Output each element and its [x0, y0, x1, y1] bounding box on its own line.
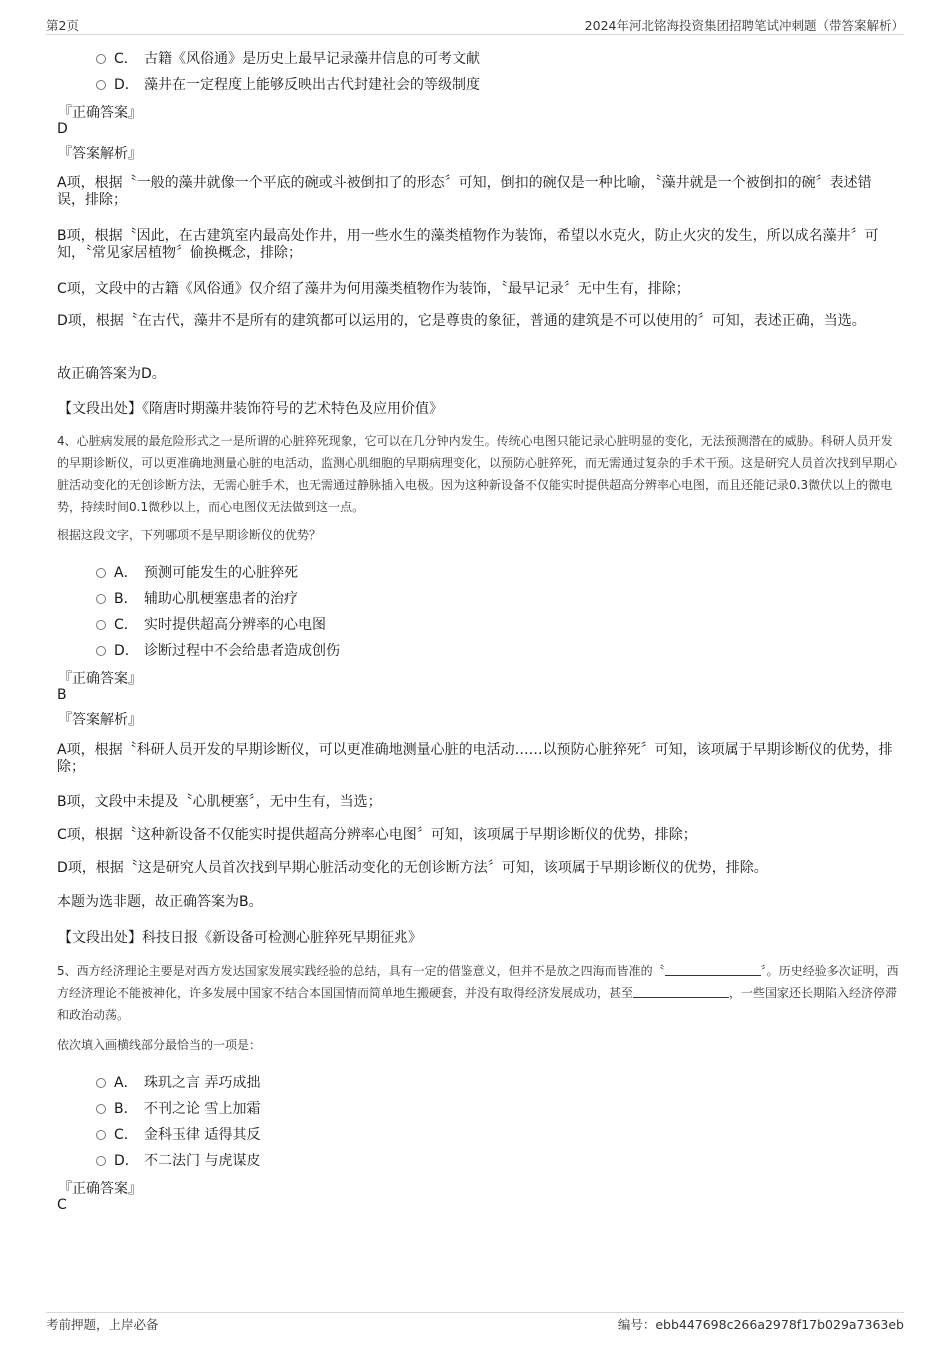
blank-2 — [633, 984, 729, 998]
q3-answer-label: 『正确答案』 — [58, 105, 142, 121]
footer-slogan: 考前押题，上岸必备 — [46, 1317, 159, 1332]
q4-conclusion: 本题为选非题，故正确答案为B。 — [57, 894, 263, 910]
radio-icon[interactable] — [96, 594, 106, 604]
q3-analysis-b: B项，根据〝因此，在古建筑室内最高处作井，用一些水生的藻类植物作为装饰，希望以水克火，防止火灾的发生，所以成名藻井〞可知，〝常见家居植物〞偷换概念，排除； — [57, 228, 879, 261]
q4-answer: B — [57, 687, 67, 703]
q5-stem: 5、西方经济理论主要是对西方发达国家发展实践经验的总结，具有一定的借鉴意义，但并不是放之四海而皆准的〝 〞。历史经验多次证明，西方经济理论不能被神化，许多发展中国家不结合本国国情而简单地生搬硬套，并没有取得经济发展成功，甚至 ，一些国家还长期陷入经济停滞和政治动荡。 — [57, 964, 899, 1022]
q3-conclusion: 故正确答案为D。 — [57, 366, 166, 382]
page-header — [46, 16, 904, 35]
radio-icon[interactable] — [96, 1078, 106, 1088]
document-id: 编号：ebb447698c266a2978f17b029a7363eb — [617, 1317, 904, 1332]
q4-option-a[interactable]: A． 预测可能发生的心脏猝死 — [96, 562, 298, 582]
q3-answer: D — [57, 121, 68, 137]
q3-analysis-c: C项，文段中的古籍《风俗通》仅介绍了藻井为何用藻类植物作为装饰，〝最早记录〞无中生有，排除； — [57, 281, 690, 297]
q4-option-d[interactable]: D． 诊断过程中不会给患者造成创伤 — [96, 640, 340, 660]
q5-option-c[interactable]: C． 金科玉律 适得其反 — [96, 1124, 260, 1144]
radio-icon[interactable] — [96, 80, 106, 90]
page-footer — [46, 1312, 904, 1332]
radio-icon[interactable] — [96, 1130, 106, 1140]
q3-analysis-label: 『答案解析』 — [58, 146, 142, 162]
q4-answer-label: 『正确答案』 — [58, 671, 142, 687]
radio-icon[interactable] — [96, 568, 106, 578]
q3-option-c[interactable]: C． 古籍《风俗通》是历史上最早记录藻井信息的可考文献 — [96, 48, 480, 68]
blank-1 — [665, 962, 761, 976]
q5-option-a[interactable]: A． 珠玑之言 弄巧成拙 — [96, 1072, 260, 1092]
radio-icon[interactable] — [96, 54, 106, 64]
q4-analysis-d: D项，根据〝这是研究人员首次找到早期心脏活动变化的无创诊断方法〞可知，该项属于早期诊断仪的优势，排除。 — [57, 860, 768, 876]
q5-answer: C — [57, 1197, 67, 1213]
q4-stem: 4、心脏病发展的最危险形式之一是所谓的心脏猝死现象，它可以在几分钟内发生。传统心电图只能记录心脏明显的变化，无法预测潜在的威胁。科研人员开发的早期诊断仪，可以更准确地测量心脏的电活动，监测心肌细胞的早期病理变化，以预防心脏猝死，而无需通过复杂的手术干预。这是研究人员首次找到早期心脏活动变化的无创诊断方法，无需心脏手术，也无需通过静脉插入电极。因为这种新设备不仅能实时提供超高分辨率心电图，而且还能记录0.3微伏以上的微电势，持续时间0.1微秒以上，而心电图仪无法做到这一点。 — [57, 434, 898, 514]
q4-question: 根据这段文字，下列哪项不是早期诊断仪的优势？ — [57, 528, 322, 542]
q5-option-d[interactable]: D． 不二法门 与虎谋皮 — [96, 1150, 260, 1170]
q4-analysis-label: 『答案解析』 — [58, 712, 142, 728]
q4-source: 【文段出处】科技日报《新设备可检测心脏猝死早期征兆》 — [58, 930, 422, 946]
q3-option-d[interactable]: D． 藻井在一定程度上能够反映出古代封建社会的等级制度 — [96, 74, 480, 94]
q4-analysis-b: B项，文段中未提及〝心肌梗塞〞，无中生有，当选； — [57, 794, 382, 810]
q4-analysis-a: A项，根据〝科研人员开发的早期诊断仪，可以更准确地测量心脏的电活动……以预防心脏猝死〞可知，该项属于早期诊断仪的优势，排除； — [57, 742, 893, 775]
q3-analysis-d: D项，根据〝在古代，藻井不是所有的建筑都可以运用的，它是尊贵的象征，普通的建筑是不可以使用的〞可知，表述正确，当选。 — [57, 313, 866, 329]
page-number: 第2页 — [46, 18, 79, 33]
radio-icon[interactable] — [96, 1156, 106, 1166]
radio-icon[interactable] — [96, 646, 106, 656]
q3-source: 【文段出处】《隋唐时期藻井装饰符号的艺术特色及应用价值》 — [58, 401, 443, 417]
q4-option-c[interactable]: C． 实时提供超高分辨率的心电图 — [96, 614, 326, 634]
radio-icon[interactable] — [96, 620, 106, 630]
q5-answer-label: 『正确答案』 — [58, 1181, 142, 1197]
q5-question: 依次填入画横线部分最恰当的一项是： — [57, 1038, 262, 1052]
q3-analysis-a: A项，根据〝一般的藻井就像一个平底的碗或斗被倒扣了的形态〞可知，倒扣的碗仅是一种比喻，〝藻井就是一个被倒扣的碗〞表述错误，排除； — [57, 175, 872, 208]
document-title: 2024年河北铭海投资集团招聘笔试冲刺题（带答案解析） — [584, 18, 904, 33]
radio-icon[interactable] — [96, 1104, 106, 1114]
q4-option-b[interactable]: B． 辅助心肌梗塞患者的治疗 — [96, 588, 298, 608]
q4-analysis-c: C项，根据〝这种新设备不仅能实时提供超高分辨率心电图〞可知，该项属于早期诊断仪的优势，排除； — [57, 827, 697, 843]
q5-option-b[interactable]: B． 不刊之论 雪上加霜 — [96, 1098, 260, 1118]
